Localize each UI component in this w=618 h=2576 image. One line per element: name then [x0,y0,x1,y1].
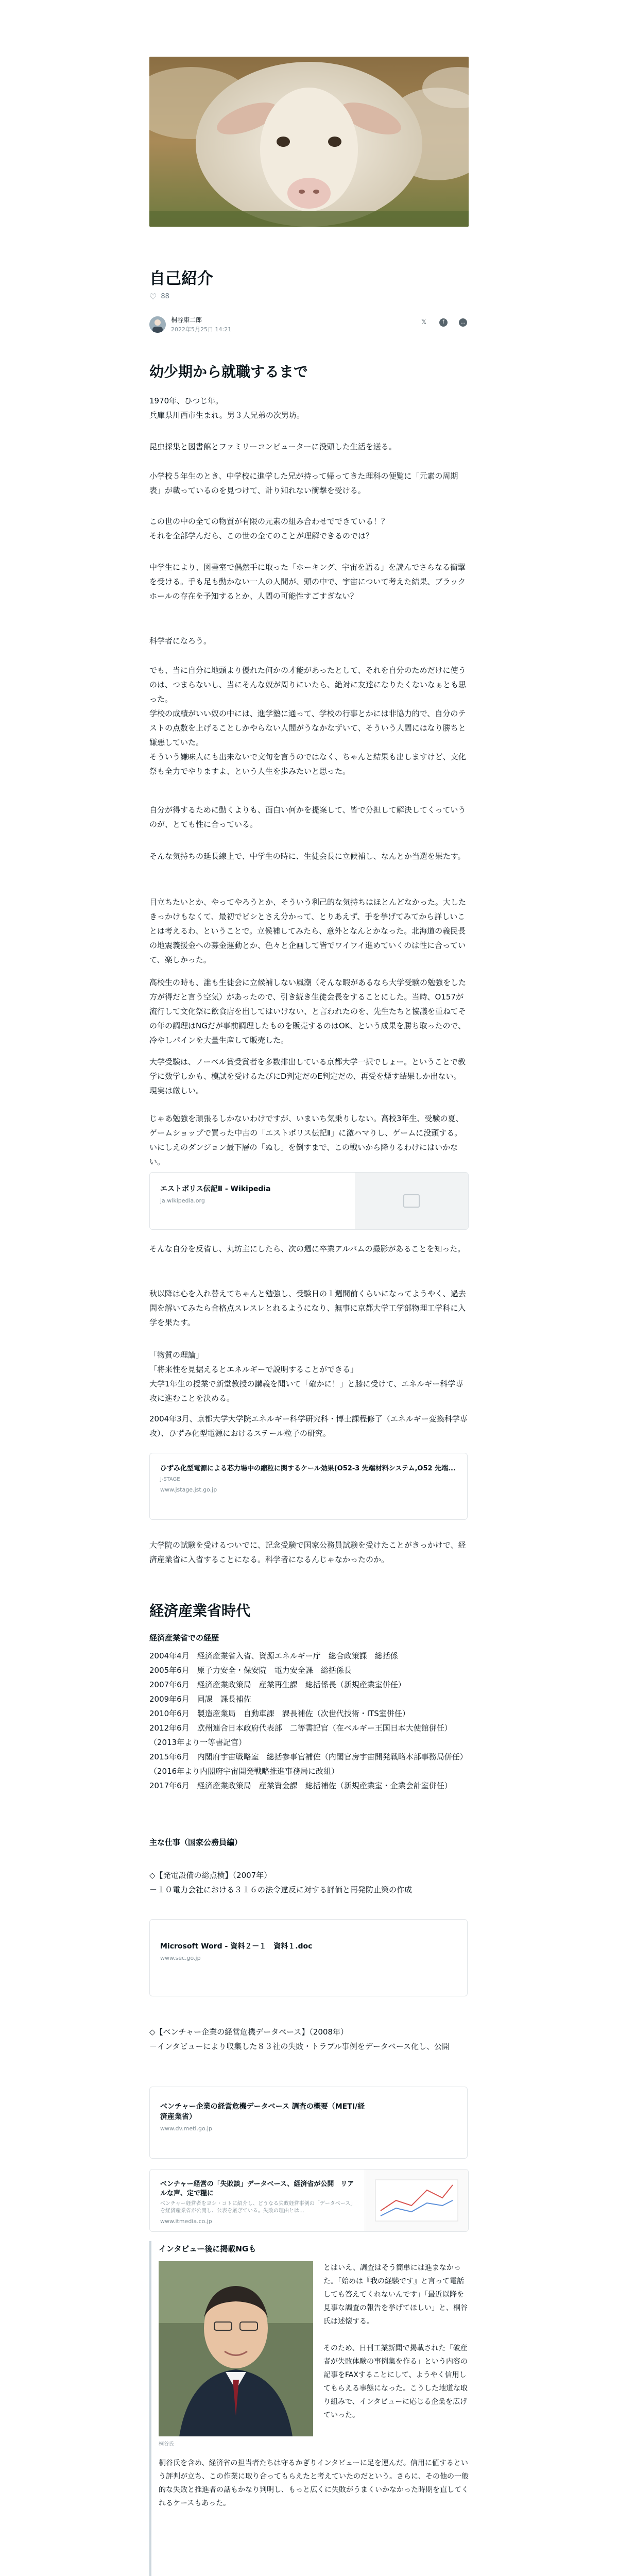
career-line: 2015年6月 内閣府宇宙戦略室 総括参事官補佐（内閣官房宇宙開発戦略本部事務局併任）（2016年より内閣府宇宙開発戦略推進事務局に改組） [149,1752,468,1776]
link-card-thumbnail [355,1173,468,1229]
link-card-url: www.dv.meti.go.jp [160,2125,213,2132]
paragraph: 科学者になろう。 [149,636,212,646]
work-item-desc: －１０電力会社における３１６の法令違反に対する評価と再発防止策の作成 [149,1885,413,1894]
section-heading-childhood: 幼少期から就職するまで [149,363,308,380]
link-card-title[interactable]: Microsoft Word - 資料２－１ 資料１.doc [160,1942,313,1951]
like-count: 88 [161,293,169,300]
paragraph: そんな自分を反省し、丸坊主にしたら、次の週に卒業アルバムの撮影があることを知った。 [149,1244,466,1253]
link-card-title[interactable]: エストポリス伝記Ⅱ - Wikipedia [160,1185,271,1193]
x-share-icon[interactable]: 𝕏 [421,318,427,326]
paragraph: 大学院の試験を受けるついでに、記念受験で国家公務員試験を受けたことがきっかけで、経済産業省に入省することになる。科学者になるんじゃなかったのか。 [149,1540,466,1564]
paragraph: 目立ちたいとか、やってやろうとか、そういう利己的な気持ちはほとんどなかった。大したきっかけもなくて、最初でビシとさえ分かって、とりあえず、手を挙げてみてから詳しいことは考えるわ、ということで。立候補してみたら、意外となんとかなった。北海道の義民長の地震義援金への募金運動とか、色々と企画して皆でワイワイ進めていくのは性に合っていて、楽しかった。 [149,897,467,964]
more-options-icon[interactable]: … [459,318,467,327]
link-card-word[interactable] [149,1919,468,1996]
paragraph: 小学校５年生のとき、中学校に進学した兄が持って帰ってきた理科の便覧に「元素の周期表」が載っているのを見つけて、計り知れない衝撃を受ける。 [149,471,458,495]
work-item-title: ◇【ベンチャー企業の経営危機データベース】（2008年） [149,2027,349,2037]
link-card-source: J-STAGE [160,1477,180,1482]
link-card-title[interactable]: ひずみ化型電源による芯力場中の縮粒に関するケール効果(O52-3 先端材料システム,O52 先端... [160,1465,456,1472]
work-item-title: ◇【発電設備の総点検】（2007年） [149,1871,272,1880]
paragraph: でも、当に自分に地頭より優れた何かの才能があったとして、それを自分のためだけに使うのは、つまらないし、当にそんな奴が周りにいたら、絶対に友達になりたくないなぁとも思った。 学校の成績がいい奴の中には、進学塾に通って、学校の行事とかには非協力的で、自分のテストの点数を上げることしかやらない人間がうなかなずいて、そういう人間にはなり勝ちと嫌悪していた。 そういう嫌味人にも出来ないで文句を言うのではなく、ちゃんと結果も出しますけど、文化祭も全力でやりますよ、という人生を歩みたいと思った。 [149,666,467,776]
link-card-title[interactable]: ベンチャー経営の「失敗談」データベース、経済省が公開 リアルな声、定で糧に [160,2180,354,2197]
paragraph: この世の中の全ての物質が有限の元素の組み合わせでできている！？ それを全部学んだら、この世の全てのことが理解できるのでは？ [149,517,389,540]
main-work-heading: 主な仕事（国家公務員編） [149,1838,243,1847]
interview-photo [159,2261,313,2436]
link-card-thumbnail [365,2170,468,2231]
career-list [149,1649,469,1793]
link-card-url: www.sec.go.jp [160,1955,201,1961]
paragraph: 自分が得するために動くよりも、面白い何かを提案して、皆で分担して解決してくっていうのが、とても性に合っている。 [149,805,466,829]
career-line: 2004年4月 経済産業省入省、資源エネルギー庁 総合政策課 総括係 [149,1651,398,1660]
like-button[interactable] [149,292,169,301]
career-line: 2007年6月 経済産業政策局 産業再生課 総括係長（新規産業室併任） [149,1680,406,1689]
author-block[interactable] [149,315,231,333]
link-card-itmedia[interactable] [149,2169,469,2232]
work-item-desc: －インタビューにより収集した８３社の失敗・トラブル事例をデータベース化し、公開 [149,2042,450,2051]
link-card-desc: ベンチャー経営者をヨシ・コトに紹介し、どうなる失敗経営事例の「データベース」を経済産業省が公開し、公表を厳ぎている。失敗の理由とは… [160,2201,353,2214]
article-title: 自己紹介 [149,269,213,288]
avatar[interactable] [149,316,166,333]
link-card-url: www.itmedia.co.jp [160,2218,212,2225]
link-card-title[interactable]: ベンチャー企業の経営危機データベース 調査の概要（METI/経済産業省） [160,2103,365,2121]
interview-heading: インタビュー後に掲載NGも [159,2244,256,2253]
publish-date: 2022年5月25日 14:21 [171,326,232,333]
interview-side-text: とはいえ、調査はそう簡単には進まなかった。「始めは『我の経験です』と言って電話しても答えてくれないんです」「最近以降を見事な調査の報告を挙げてほしい」と、桐谷氏は述懐する。 そのため、日刊工業新聞で掲載された「破産者が失敗体験の事例集を作る」という内容の記事をFAXすることにして、ようやく信用してもらえる事態になった。こうした地道な取り組みで、インタビューに応じる企業を広げていった。 [323,2264,468,2419]
career-heading: 経済産業省での経歴 [149,1633,219,1642]
interview-bottom-text: 桐谷氏を含め、経済省の担当者たちは守るかぎりインタビューに足を運んだ。信用に値するという評判が立ち、この作業に取り合ってもらえたと考えていたのだという。さらに、その他の一般的な失敗と推進者の話もかなり判明し、もっと広くに失敗がうまくいかなかった時期を直してくれるケースもあった。 [159,2459,469,2507]
link-card-url: ja.wikipedia.org [160,1197,205,1204]
link-card-wikipedia[interactable] [149,1172,469,1230]
paragraph: そんな気持ちの延長線上で、中学生の時に、生徒会長に立候補し、なんとか当選を果たす。 [149,852,466,861]
link-card-venture[interactable] [149,2087,468,2159]
career-line: 2017年6月 経済産業政策局 産業資金課 総括補佐（新規産業室・企業会計室併任） [149,1781,452,1790]
career-line: 2010年6月 製造産業局 自動車課 課長補佐（次世代技術・ITS室併任） [149,1709,410,1718]
paragraph: 高校生の時も、誰も生徒会に立候補しない風潮（そんな暇があるなら大学受験の勉強をした方が得だと言う空気）があったので、引き続き生徒会長をすることにした。当時、O157が流行して文化祭に飲食店を出してはいけない、と言われたのを、先生たちと協議を重ねてその年の調理はNGだが事前調理したものを販売するのはOK、という成果を勝ち取ったので、冷やしパインを大量生産して販売した。 [149,978,467,1045]
career-line: 2012年6月 欧州連合日本政府代表部 二等書記官（在ベルギー王国日本大使館併任）（2013年より一等書記官） [149,1723,452,1747]
career-line: 2009年6月 同課 課長補佐 [149,1694,251,1704]
facebook-share-icon[interactable]: f [439,318,448,327]
paragraph: 1970年、ひつじ年。 兵庫県川西市生まれ。男３人兄弟の次男坊。 [149,396,304,420]
heart-icon: ♡ [149,292,157,301]
share-buttons [420,318,467,327]
paragraph: 大学受験は、ノーベル賞受賞者を多数排出している京都大学一択でしょー。ということで教学に数学しかも、模試を受けるたびにD判定だのE判定だの、再受を煙す結果しか出ない。現実は厳しい。 [149,1057,466,1095]
paragraph: 秋以降は心を入れ替えてちゃんと勉強し、受験日の１週間前くらいになってようやく、過去問を解いてみたら合格点スレスレとれるようになり、無事に京都大学工学部物理工学科に入学を果たす。 [149,1289,466,1327]
link-card-url: www.jstage.jst.go.jp [160,1486,217,1493]
hero-image [149,57,469,227]
interview-quote [149,2241,469,2576]
paragraph: 「物質の理論」 「将来性を見据えるとエネルギーで説明することができる」 大学1年生の授業で新堂教授の講義を聞いて「確かに！」と膝に受けて、エネルギー科学専攻に進むことを決める。 [149,1350,464,1403]
author-name[interactable]: 桐谷康二郎 [171,316,202,324]
paragraph: 中学生により、図書室で偶然手に取った「ホーキング、宇宙を語る」を読んでさらなる衝撃を受ける。手も足も動かない一人の人間が、頭の中で、宇宙について考えた結果、ブラックホールの存在を予知するとか、人間の可能性すごすぎない？ [149,563,466,601]
paragraph: 昆虫採集と図書館とファミリーコンピューターに没頭した生活を送る。 [149,442,397,451]
photo-caption: 桐谷氏 [159,2442,174,2447]
image-placeholder-icon [403,1194,420,1208]
paragraph: 2004年3月、京都大学大学院エネルギー科学研究科・博士課程修了（エネルギー変換科学専攻）、ひずみ化型電源におけるステール粒子の研究。 [149,1414,468,1438]
link-card-jstage[interactable] [149,1453,468,1520]
career-line: 2005年6月 原子力安全・保安院 電力安全課 総括係長 [149,1666,352,1675]
section-heading-meti: 経済産業省時代 [149,1602,251,1619]
paragraph: じゃあ勉強を頑張るしかないわけですが、いまいち気乗りしない。高校3年生、受験の夏、ゲームショップで買った中古の「エストポリス伝記Ⅱ」に激ハマりし、ゲームに没頭する。いにしえのダンジョン最下層の「ぬし」を倒すまで、この戦いから降りるわけにはいかない。 [149,1114,464,1166]
